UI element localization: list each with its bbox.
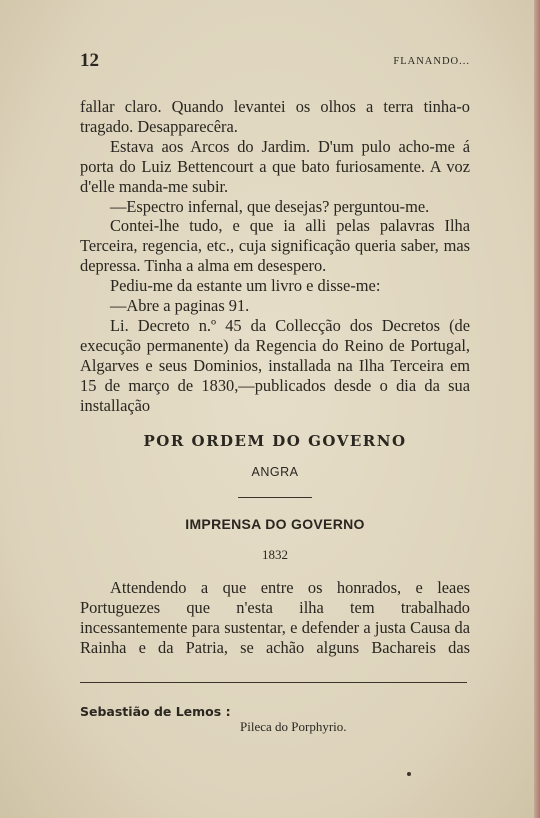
imprint-title: POR ORDEM DO GOVERNO (143, 432, 407, 450)
paragraph: Li. Decreto n.º 45 da Collecção dos Decretos (de execução permanente) da Regencia do Reino de Portugal, Algarves e seus Dominios, installada na Ilha Terceira em 15 de março de 1830,—publicados desde o dia da sua installação (80, 315, 470, 415)
page-number: 12 (80, 50, 99, 71)
footer-work: Pileca do Porphyrio. (240, 719, 347, 734)
main-text (80, 97, 470, 416)
running-head: FLANANDO... (393, 56, 470, 67)
page-header (80, 50, 470, 72)
paragraph: —Abre a paginas 91. (110, 296, 250, 316)
paragraph: Contei-lhe tudo, e que ia alli pelas palavras Ilha Terceira, regencia, etc., cuja significação queria saber, mas depressa. Tinha a alma em desespero. (80, 216, 470, 276)
decree-text (80, 578, 470, 658)
footer-author: Sebastião de Lemos : (80, 704, 231, 719)
paragraph: Attendendo a que entre os honrados, e leaes Portuguezes que n'esta ilha tem trabalhado incessantemente para sustentar, e defender a justa Causa da Rainha e da Patria, se achão alguns Bachareis das (80, 578, 470, 657)
imprint-year: 1832 (262, 547, 288, 562)
short-divider (238, 497, 312, 498)
paragraph: Pediu-me da estante um livro e disse-me: (110, 276, 381, 296)
paragraph: Estava aos Arcos do Jardim. D'um pulo acho-me á porta do Luiz Bettencourt a que bato furiosamente. A voz d'elle manda-me subir. (80, 136, 470, 196)
imprint-place: ANGRA (251, 465, 299, 479)
paragraph: —Espectro infernal, que desejas? perguntou-me. (110, 196, 430, 216)
footer-divider (80, 682, 467, 683)
page-edge (534, 0, 540, 818)
paragraph: fallar claro. Quando levantei os olhos a terra tinha-o tragado. Desapparecêra. (80, 97, 470, 136)
ink-spot (407, 772, 411, 776)
imprint-press: IMPRENSA DO GOVERNO (185, 516, 365, 532)
